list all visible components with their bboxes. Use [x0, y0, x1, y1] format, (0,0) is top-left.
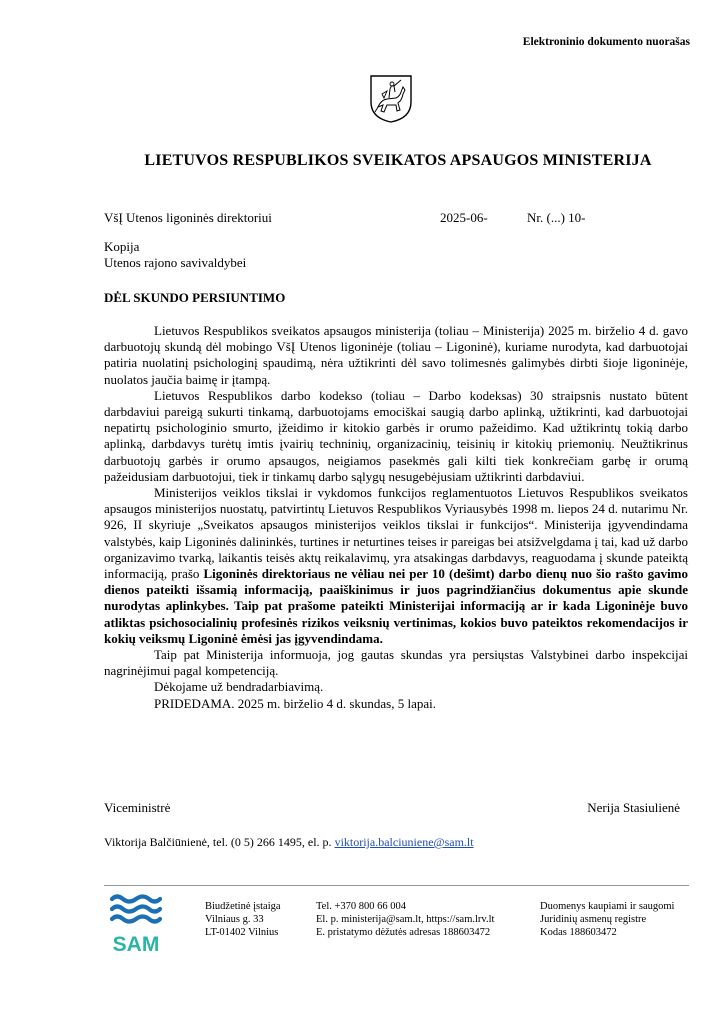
- copy-recipient: Utenos rajono savivaldybei: [104, 255, 247, 271]
- footer-registry-code: Kodas 188603472: [540, 927, 617, 938]
- eds-note: Elektroninio dokumento nuorašas: [522, 36, 690, 48]
- footer-registry-line2: Juridinių asmenų registre: [540, 914, 647, 925]
- subject-heading: DĖL SKUNDO PERSIUNTIMO: [104, 290, 286, 305]
- paragraph-labour-code: Lietuvos Respublikos darbo kodekso (toliau – Darbo kodeksas) 30 straipsnis nustato būtent darbdaviui pareigą sukurti tinkamą, darbuotojams emociškai saugią darbo aplinką, užtikrinti, kad darbuotojai nepatirtų psichologinio smurto, įžeidimo ir kitokio garbės ir orumo pažeidimo. Kad užtikrintų tokią darbo aplinką, darbdavys turėtų imtis įvairių techninių, organizacinių, teisinių ir kitokių priemonių. Neužtikrinus darbuotojų garbės ir orumo apsaugos, neigiamos pasekmės gali kilti tiek konkrečiam garbę ir orumą pažeidusiam darbuotojui, tiek ir tinkamų darbo sąlygų nesugebėjusiam užtikrinti darbdaviui.: [104, 387, 688, 484]
- footer-email-web: El. p. ministerija@sam.lt, https://sam.lrv.lt: [316, 914, 495, 925]
- coat-of-arms-vytis-icon: [369, 74, 413, 124]
- sam-logo-text: SAM: [112, 933, 160, 956]
- sam-logo: [107, 890, 165, 956]
- letter-body: [104, 323, 688, 712]
- ministry-title: LIETUVOS RESPUBLIKOS SVEIKATOS APSAUGOS MINISTERIJA: [144, 152, 652, 169]
- footer-registry-line1: Duomenys kaupiami ir saugomi: [540, 901, 675, 912]
- document-date: 2025-06-: [440, 210, 488, 225]
- paragraph-thanks: Dėkojame už bendradarbiavimą.: [154, 679, 324, 695]
- copy-block: [104, 239, 246, 271]
- footer-contacts: [316, 900, 494, 939]
- request-bold-text: Ligoninės direktoriaus ne vėliau nei per 10 (dešimt) darbo dienų nuo šio rašto gavimo dienos pateikti išsamią informaciją, paaiškinimus ir juos pagrindžiančius dokumentus apie skunde nurodytas aplinkybes. Taip pat prašome pateikti Ministerijai informaciją ar ir kada Ligoninėje buvo atliktas psichosocialinių profesinės rizikos veiksnių vertinimas, kokios buvo pateiktos rekomendacijos ir kokių veiksmų Ligoninė ėmėsi jas įgyvendindama.: [104, 566, 689, 646]
- copy-label: Kopija: [104, 239, 140, 254]
- contact-line: [104, 835, 474, 850]
- signatory-title: Viceministrė: [104, 800, 171, 815]
- paragraph-complaint: Lietuvos Respublikos sveikatos apsaugos ministerija (toliau – Ministerija) 2025 m. birželio 4 d. gavo darbuotojų skundą dėl mobingo VšĮ Utenos ligoninėje (toliau – Ligoninė), kuriame nurodyta, kad darbuotojai patiria nuolatinį psichologinį spaudimą, nėra užtikrinti dėl savo tolimesnės galimybės dirbti šioje ligoninėje, nuolatos jaučia baimę ir įtampą.: [104, 323, 688, 387]
- paragraph-attachment: PRIDEDAMA. 2025 m. birželio 4 d. skundas, 5 lapai.: [154, 695, 437, 711]
- contact-text: Viktorija Balčiūnienė, tel. (0 5) 266 1495, el. p.: [104, 835, 335, 849]
- recipient-address: VšĮ Utenos ligoninės direktoriui: [104, 210, 272, 225]
- paragraph-request: [104, 485, 688, 647]
- footer-street: Vilniaus g. 33: [205, 914, 264, 925]
- footer-institution: [205, 900, 281, 939]
- footer-registry: [540, 900, 674, 939]
- footer-e-delivery: E. pristatymo dėžutės adresas 188603472: [316, 927, 491, 938]
- footer-institution-type: Biudžetinė įstaiga: [205, 901, 281, 912]
- footer-postcode: LT-01402 Vilnius: [205, 927, 279, 938]
- footer-phone: Tel. +370 800 66 004: [316, 901, 407, 912]
- contact-email-link[interactable]: viktorija.balciuniene@sam.lt: [334, 835, 474, 849]
- request-text: Ministerijos veiklos tikslai ir vykdomos funkcijos reglamentuotos Lietuvos Respublikos sveikatos apsaugos ministerijos nuostatų, patvirtintų Lietuvos Respublikos Vyriausybės 1998 m. liepos 24 d. nutarimu Nr. 926, II skyriuje „Sveikatos apsaugos ministerijos veiklos tikslai ir funkcijos“. Ministerija įgyvendindama valstybės, kaip Ligoninės dalininkės, turtines ir neturtines teises ir pareigas bei atsižvelgdama į tai, kad už darbo organizavimo tvarką, laikantis teisės aktų reikalavimų, yra atsakingas darbdavys, reaguodama į skunde pateiktą informaciją, prašo: [104, 485, 688, 582]
- paragraph-forwarded: Taip pat Ministerija informuoja, jog gautas skundas yra persiųstas Valstybinei darbo inspekcijai nagrinėjimui pagal kompetenciją.: [104, 647, 688, 679]
- footer-divider: [104, 885, 689, 886]
- document-number: Nr. (...) 10-: [527, 210, 586, 225]
- signatory-name: Nerija Stasiulienė: [587, 800, 680, 815]
